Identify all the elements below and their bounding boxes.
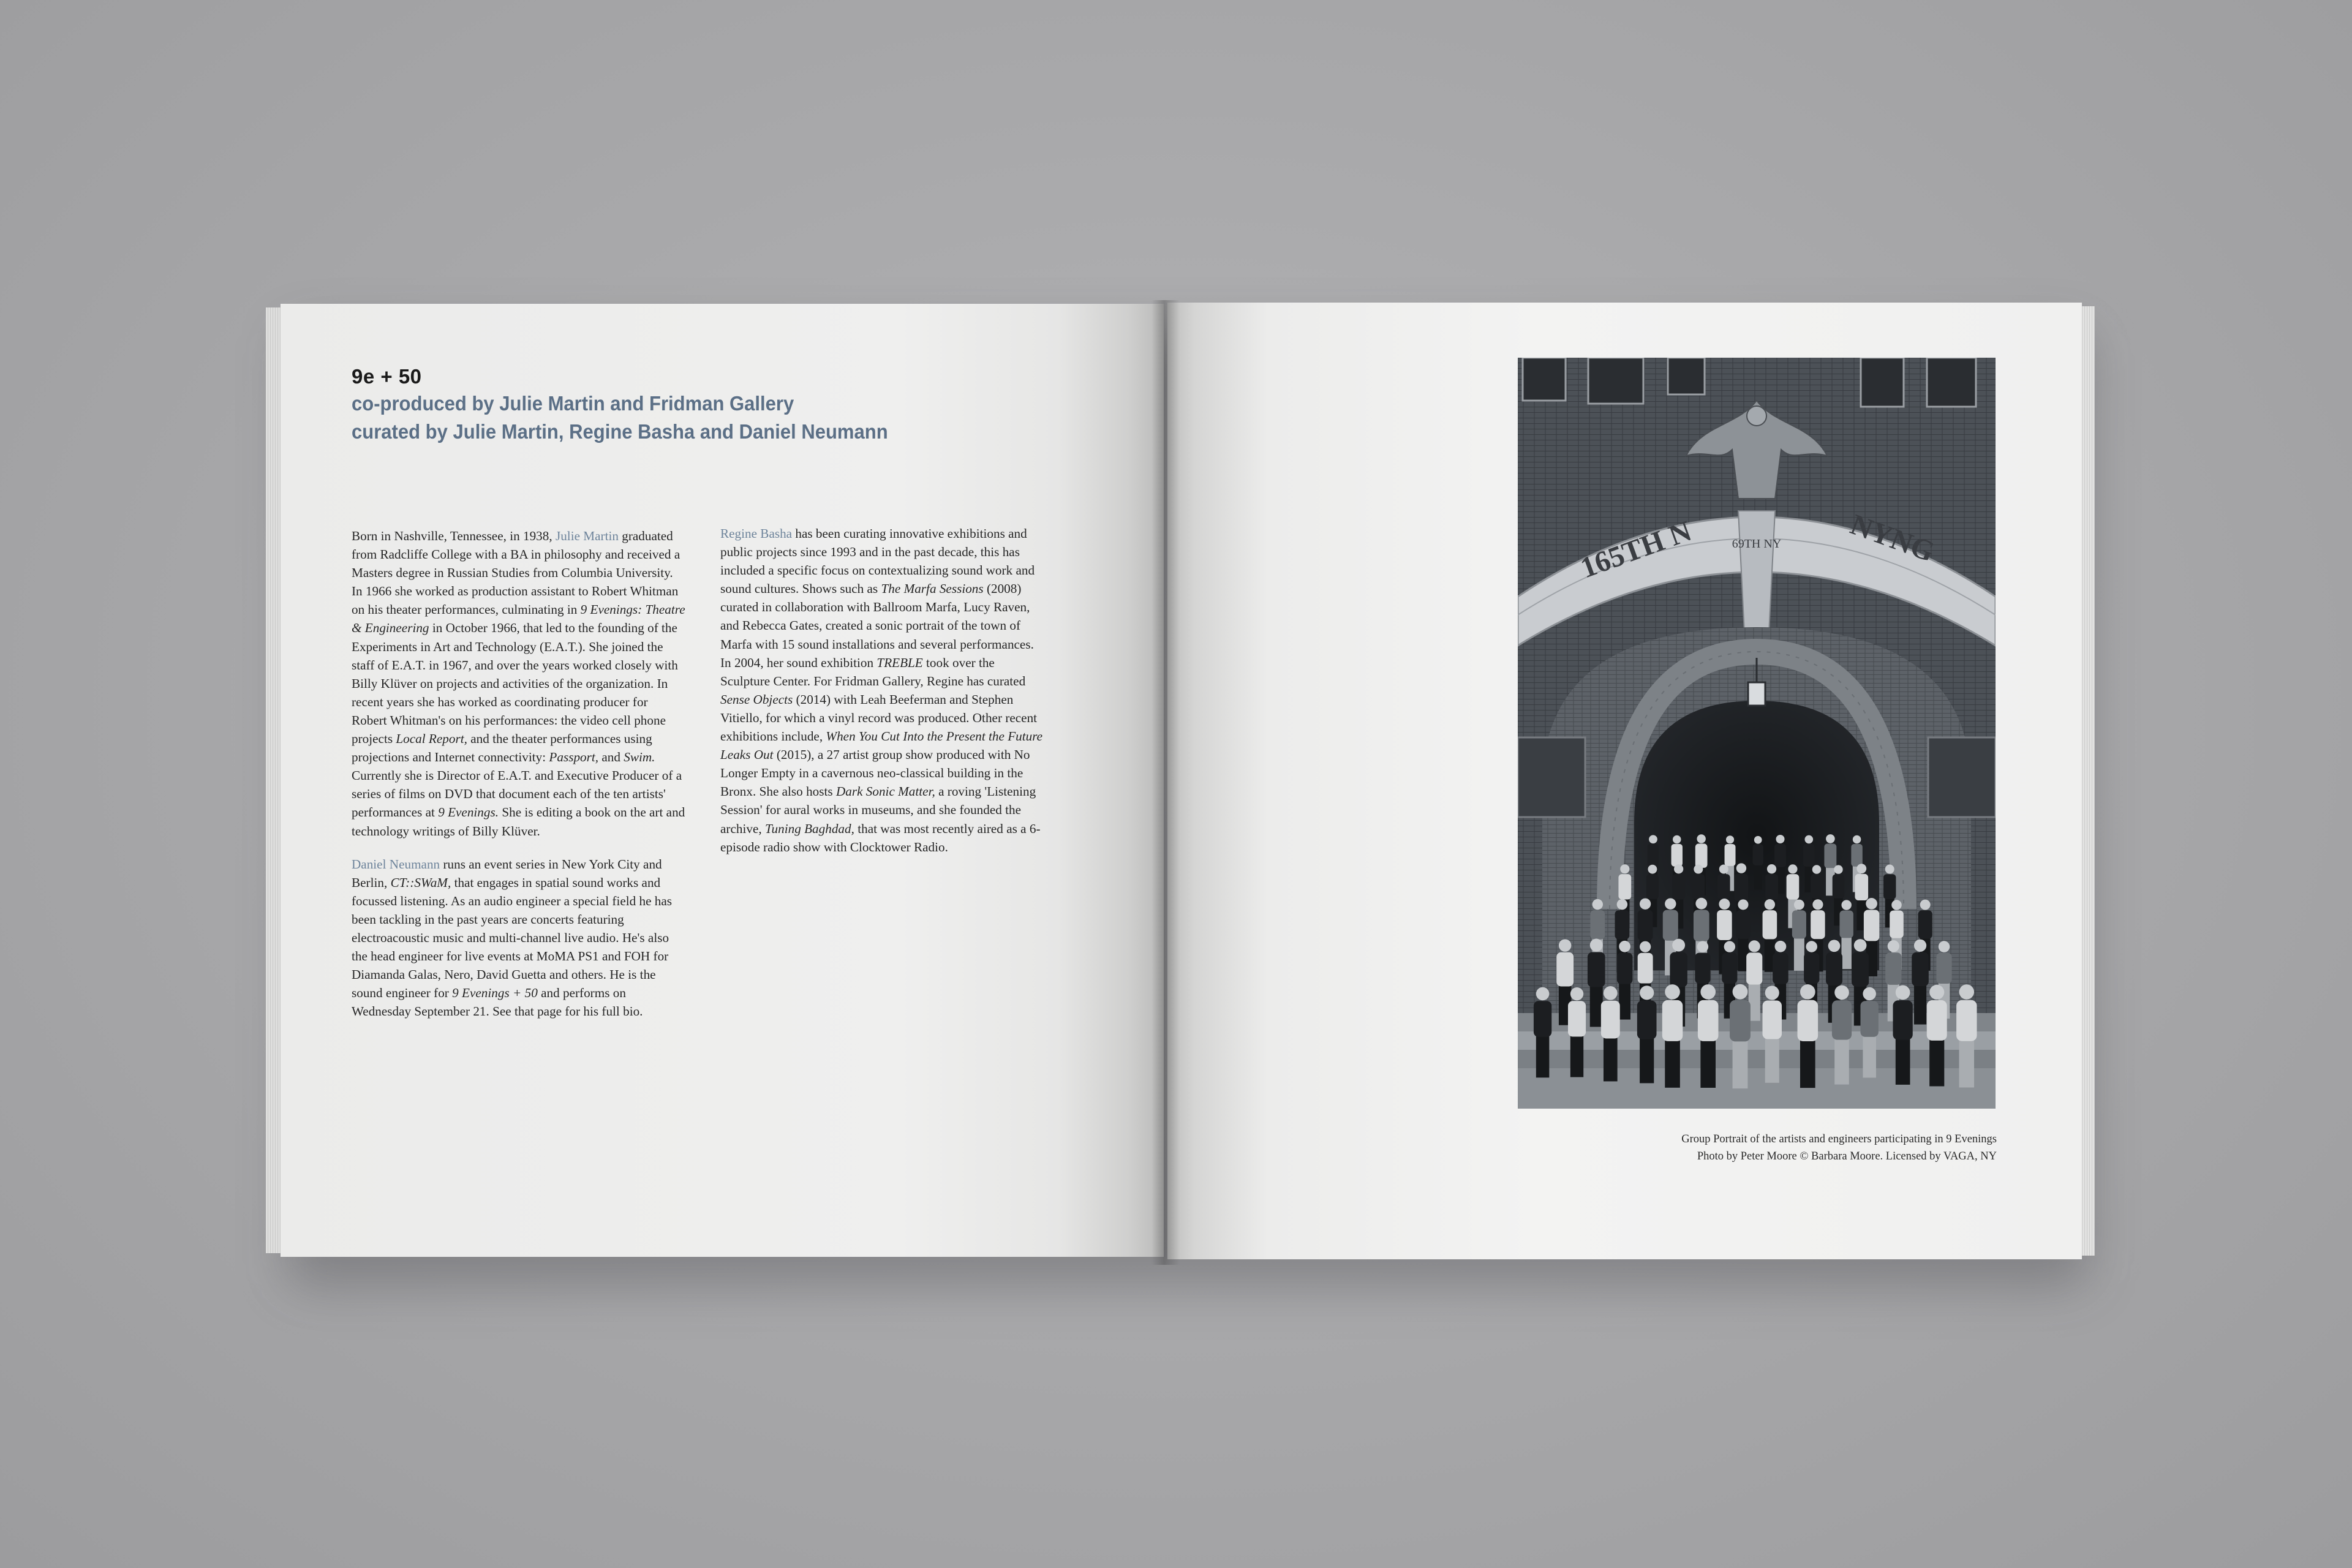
side-window-left xyxy=(1518,737,1585,817)
caption-line-2: Photo by Peter Moore © Barbara Moore. Licensed by VAGA, NY xyxy=(1697,1150,1997,1163)
person-head xyxy=(1834,865,1842,873)
person-head xyxy=(1888,940,1899,952)
person-head xyxy=(1800,984,1815,1000)
person-head xyxy=(1788,864,1797,873)
person-body xyxy=(1893,1000,1912,1040)
person-head xyxy=(1674,864,1683,873)
person-body xyxy=(1746,952,1762,984)
person-head xyxy=(1620,864,1629,873)
person-legs xyxy=(1896,1039,1910,1085)
person-body xyxy=(1883,874,1896,899)
person-head xyxy=(1619,941,1630,952)
person-head xyxy=(1853,835,1861,844)
bio-daniel-neumann: Daniel Neumann runs an event series in New York City and Berlin, CT::SWaM, that engages in spatial sound works and focussed listening. As an audio engineer a special field he has been tackling in the past years are concerts featuring electroacoustic music and multi-channel live audio. He's also the head engineer for live events at MoMA PS1 and FOH for Diamanda Galas, Nero, David Guetta and others. He is the sound engineer for 9 Evenings + 50 and performs on Wednesday September 21. See that page for his full bio. xyxy=(352,856,673,1019)
person-head xyxy=(1719,864,1728,873)
person-head xyxy=(1736,863,1746,873)
person-body xyxy=(1855,874,1868,900)
person-head xyxy=(1665,898,1676,909)
person-legs xyxy=(1794,938,1804,971)
person-legs xyxy=(1841,937,1851,969)
book-gutter xyxy=(1152,300,1180,1265)
person-body xyxy=(1804,953,1819,984)
person-head xyxy=(1697,941,1708,952)
person-body xyxy=(1773,952,1789,984)
person-head xyxy=(1593,899,1603,910)
name-julie-martin: Julie Martin xyxy=(555,529,619,543)
person-body xyxy=(1826,952,1842,986)
person-head xyxy=(1536,987,1550,1001)
person-head xyxy=(1617,899,1627,910)
text-column-right xyxy=(720,524,1045,871)
person-head xyxy=(1776,835,1785,843)
person-legs xyxy=(1536,1036,1550,1077)
person-head xyxy=(1854,939,1867,952)
person-body xyxy=(1885,952,1901,985)
photo-caption xyxy=(1513,1131,1997,1165)
person-head xyxy=(1590,939,1603,952)
group-portrait-photo xyxy=(1518,358,1996,1109)
person-head xyxy=(1559,939,1571,951)
person-body xyxy=(1568,1001,1586,1036)
person-body xyxy=(1695,843,1708,867)
person-body xyxy=(1890,910,1904,938)
person-head xyxy=(1812,865,1822,874)
person-legs xyxy=(1800,1040,1815,1088)
person-body xyxy=(1615,910,1629,940)
person-head xyxy=(1765,899,1775,910)
person-head xyxy=(1700,984,1716,1000)
arch-inscription-right: NYNG xyxy=(1846,508,1939,568)
person-legs xyxy=(1914,985,1926,1024)
person-body xyxy=(1646,874,1659,899)
person-head xyxy=(1863,987,1876,1001)
person-head xyxy=(1719,899,1730,910)
person-legs xyxy=(1929,1039,1944,1087)
person-body xyxy=(1717,874,1730,899)
person-head xyxy=(1812,899,1823,910)
person-head xyxy=(1959,984,1975,1000)
person-body xyxy=(1832,1000,1852,1039)
side-window-right xyxy=(1928,737,1996,817)
person-body xyxy=(1833,874,1845,898)
person-body xyxy=(1787,874,1800,899)
bio-julie-martin: Born in Nashville, Tennessee, in 1938, Julie Martin graduated from Radcliffe College with a BA in philosophy and received a Masters degree in Russian Studies from Columbia University. In 1966 she worked as production assistant to Robert Whitman on his theater performances, culminating in 9 Evenings: Theatre & Engineering in October 1966, that led to the founding of the Experiments in Art and Technology (E.A.T.). She joined the staff of E.A.T. in 1967, and over the years worked closely with Billy Klüver on projects and activities of the organization. In recent years she has worked as coordinating producer for Robert Whitman's on his performances: the video cell phone projects Local Report, and the theater performances using projections and Internet connectivity: Passport, and Swim. Currently she is Director of E.A.T. and Executive Producer of a series of films on DVD that document each of the ten artists' performances at 9 Evenings. She is editing a book on the art and technology writings of Billy Klüver. xyxy=(352,529,685,839)
stairs xyxy=(1518,1013,1996,1109)
person-legs xyxy=(1834,1038,1849,1084)
right-page-stack xyxy=(2080,306,2095,1256)
person-body xyxy=(1672,844,1683,867)
person-legs xyxy=(1590,986,1603,1027)
caption-line-1: Group Portrait of the artists and engineers participating in 9 Evenings xyxy=(1681,1133,1997,1145)
name-daniel-neumann: Daniel Neumann xyxy=(352,856,440,872)
person-body xyxy=(1811,910,1825,939)
person-head xyxy=(1697,834,1705,843)
person-body xyxy=(1617,952,1633,984)
person-head xyxy=(1672,939,1685,952)
person-body xyxy=(1601,1001,1620,1039)
person-body xyxy=(1811,874,1823,899)
person-body xyxy=(1792,910,1806,938)
person-legs xyxy=(1570,1036,1583,1077)
person-legs xyxy=(1959,1039,1975,1087)
person-head xyxy=(1673,835,1681,844)
person-body xyxy=(1717,910,1732,940)
person-head xyxy=(1841,900,1851,910)
person-head xyxy=(1738,899,1748,910)
person-head xyxy=(1640,899,1651,910)
person-body xyxy=(1698,1000,1719,1041)
person-head xyxy=(1765,986,1779,1000)
person-body xyxy=(1638,910,1653,941)
person-head xyxy=(1649,835,1657,843)
person-head xyxy=(1604,986,1618,1000)
person-body xyxy=(1860,1001,1878,1037)
person-body xyxy=(1763,910,1777,939)
person-body xyxy=(1753,844,1763,865)
person-body xyxy=(1648,844,1659,867)
person-head xyxy=(1694,865,1703,874)
person-body xyxy=(1590,910,1605,940)
person-head xyxy=(1767,864,1776,873)
person-body xyxy=(1692,874,1705,899)
name-regine-basha: Regine Basha xyxy=(720,526,793,541)
person-head xyxy=(1640,941,1651,952)
person-body xyxy=(1588,952,1605,987)
person-head xyxy=(1828,940,1841,952)
person-head xyxy=(1726,835,1734,843)
person-body xyxy=(1534,1001,1551,1037)
person-body xyxy=(1927,1000,1947,1041)
person-head xyxy=(1866,898,1877,910)
person-head xyxy=(1885,865,1894,874)
person-head xyxy=(1920,900,1931,910)
person-body xyxy=(1851,844,1862,867)
person-head xyxy=(1695,898,1707,910)
person-head xyxy=(1733,984,1748,1000)
person-legs xyxy=(1640,1038,1654,1084)
person-head xyxy=(1794,900,1804,910)
curator-credit: curated by Julie Martin, Regine Basha and Daniel Neumann xyxy=(352,420,888,443)
person-head xyxy=(1929,985,1944,1000)
person-body xyxy=(1730,1000,1751,1042)
person-body xyxy=(1803,844,1815,867)
person-head xyxy=(1749,940,1760,952)
person-body xyxy=(1618,874,1631,899)
person-legs xyxy=(1863,1036,1876,1078)
person-legs xyxy=(1765,1038,1779,1082)
person-head xyxy=(1648,865,1657,874)
person-body xyxy=(1824,843,1836,868)
person-head xyxy=(1914,940,1926,952)
person-head xyxy=(1806,941,1817,952)
person-body xyxy=(1725,844,1736,866)
person-body xyxy=(1765,874,1778,900)
person-legs xyxy=(1604,1037,1618,1081)
person-head xyxy=(1826,834,1835,843)
production-credit: co-produced by Julie Martin and Fridman Gallery xyxy=(352,392,794,415)
person-body xyxy=(1912,952,1929,986)
person-body xyxy=(1695,953,1710,984)
person-body xyxy=(1670,952,1687,987)
person-body xyxy=(1638,953,1653,984)
person-body xyxy=(1556,952,1574,987)
person-body xyxy=(1936,953,1951,984)
person-legs xyxy=(1665,1040,1680,1088)
person-body xyxy=(1763,1001,1782,1039)
person-body xyxy=(1637,1000,1657,1039)
person-body xyxy=(1662,1000,1683,1041)
person-head xyxy=(1896,986,1910,1000)
person-head xyxy=(1640,986,1654,1000)
person-body xyxy=(1839,911,1853,938)
person-head xyxy=(1724,941,1735,952)
person-legs xyxy=(1733,1040,1748,1088)
person-head xyxy=(1939,941,1950,952)
person-head xyxy=(1775,941,1787,952)
person-body xyxy=(1722,953,1737,984)
person-head xyxy=(1856,864,1866,873)
person-head xyxy=(1665,984,1680,1000)
person-body xyxy=(1918,910,1932,938)
person-body xyxy=(1798,1000,1819,1041)
person-head xyxy=(1754,836,1762,844)
person-body xyxy=(1736,910,1750,939)
person-head xyxy=(1834,986,1849,1000)
page-title: 9e + 50 xyxy=(352,365,422,388)
bio-regine-basha: Regine Basha has been curating innovative exhibitions and public projects since 1993 and in the past decade, this has included a specific focus on contextualizing sound work and sound cultures. Shows such as The Marfa Sessions (2008) curated in collaboration with Ballroom Marfa, Lucy Raven, and Rebecca Gates, created a sonic portrait of the town of Marfa with 15 sound installations and several performances. In 2004, her sound exhibition TREBLE took over the Sculpture Center. For Fridman Gallery, Regine has curated Sense Objects (2014) with Leah Beeferman and Stephen Vitiello, for which a vinyl record was produced. Other recent exhibitions include, When You Cut Into the Present the Future Leaks Out (2015), a 27 artist group show produced with No Longer Empty in a cavernous neo-classical building in the Bronx. She also hosts Dark Sonic Matter, a roving 'Listening Session' for aural works in museums, and she founded the archive, Tuning Baghdad, that was most recently aired as a 6-episode radio show with Clocktower Radio. xyxy=(720,526,1043,854)
person-body xyxy=(1956,1000,1977,1041)
person-head xyxy=(1891,900,1902,910)
person-legs xyxy=(1754,865,1762,889)
person-body xyxy=(1672,874,1685,900)
person-body xyxy=(1864,910,1879,941)
person-legs xyxy=(1619,983,1630,1020)
armory-photo-illustration xyxy=(1518,358,1996,1109)
person-body xyxy=(1663,910,1678,941)
text-column-left xyxy=(352,527,685,1035)
arch-inscription-left: 165TH N xyxy=(1576,514,1696,585)
person-legs xyxy=(1700,1040,1716,1088)
keystone-text: 69TH NY xyxy=(1732,537,1782,551)
person-body xyxy=(1852,952,1869,987)
person-head xyxy=(1570,987,1583,1000)
person-head xyxy=(1804,835,1813,844)
person-body xyxy=(1694,910,1709,941)
person-body xyxy=(1774,844,1786,867)
person-body xyxy=(1735,874,1748,902)
